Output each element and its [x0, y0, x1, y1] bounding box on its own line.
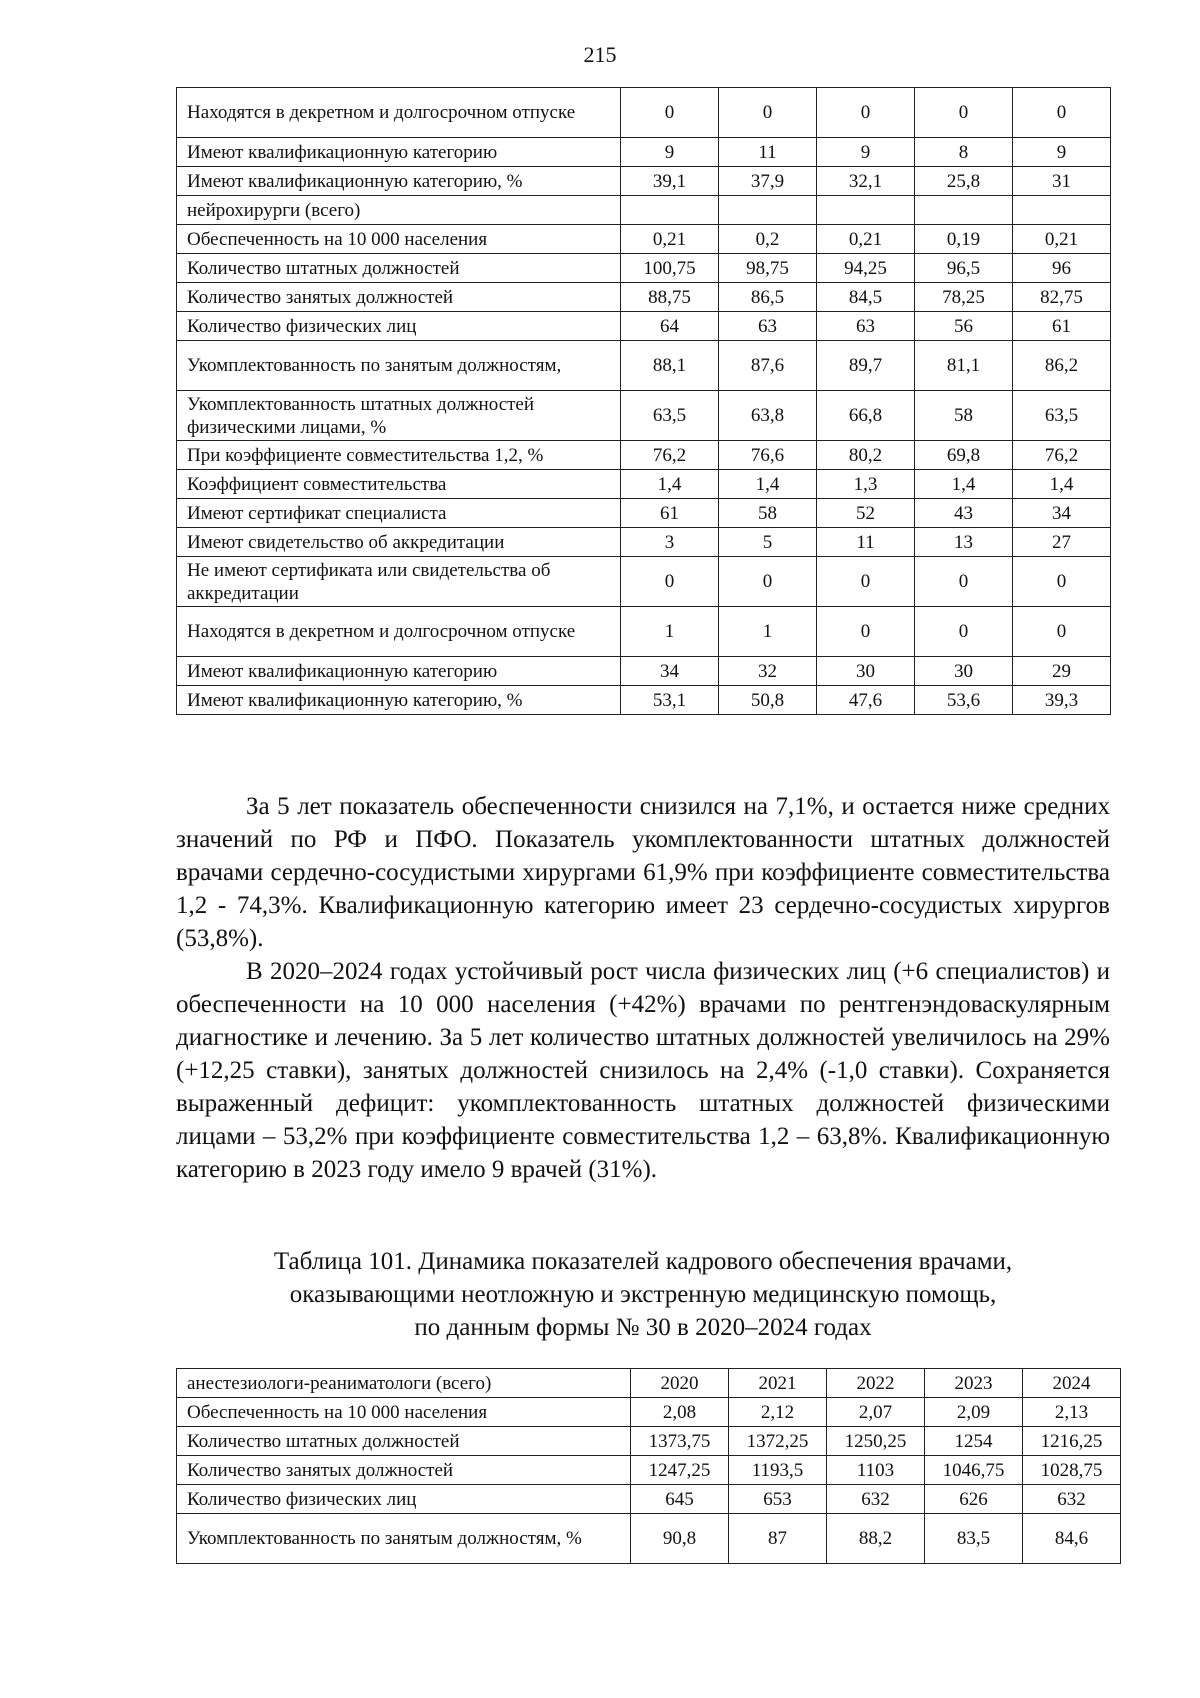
table-cell: 0 [719, 88, 817, 138]
table-caption [176, 1245, 1110, 1344]
table-cell: 3 [621, 528, 719, 557]
table-cell: 1247,25 [631, 1456, 729, 1485]
section-header-label: анестезиологи-реаниматологи (всего) [177, 1369, 631, 1398]
table-row [177, 657, 1111, 686]
table-cell: 0 [1013, 557, 1111, 607]
table-cell: 84,6 [1023, 1514, 1121, 1564]
table-cell: 89,7 [817, 341, 915, 391]
table-cell: 645 [631, 1485, 729, 1514]
table-row [177, 1514, 1121, 1564]
table-cell: 56 [915, 312, 1013, 341]
table-row [177, 341, 1111, 391]
table-cell: 31 [1013, 167, 1111, 196]
table-header-row [177, 1369, 1121, 1398]
table-cell: 63,5 [1013, 391, 1111, 441]
table-cell: 632 [827, 1485, 925, 1514]
table-cell [719, 196, 817, 225]
table-cell [817, 196, 915, 225]
table-cell [1013, 196, 1111, 225]
row-label: Имеют квалификационную категорию [177, 138, 621, 167]
table-cell: 13 [915, 528, 1013, 557]
table-cell: 0 [719, 557, 817, 607]
row-label: Количество занятых должностей [177, 1456, 631, 1485]
table-row [177, 283, 1111, 312]
table-cell: 1,3 [817, 470, 915, 499]
table-row [177, 441, 1111, 470]
table-cell: 0,21 [817, 225, 915, 254]
table-cell: 87 [729, 1514, 827, 1564]
table-cell: 80,2 [817, 441, 915, 470]
table-cell: 2,09 [925, 1398, 1023, 1427]
table-cell: 58 [915, 391, 1013, 441]
table-cell: 1193,5 [729, 1456, 827, 1485]
caption-line: по данным формы № 30 в 2020–2024 годах [414, 1314, 872, 1341]
row-label: При коэффициенте совместительства 1,2, % [177, 441, 621, 470]
table-cell: 1,4 [915, 470, 1013, 499]
table-cell: 11 [817, 528, 915, 557]
table-cell: 0,21 [1013, 225, 1111, 254]
table-cell: 63,8 [719, 391, 817, 441]
table-cell [915, 196, 1013, 225]
table-cell: 1373,75 [631, 1427, 729, 1456]
table-cell: 9 [817, 138, 915, 167]
table-cell: 84,5 [817, 283, 915, 312]
row-label: Имеют сертификат специалиста [177, 499, 621, 528]
table-cell: 100,75 [621, 254, 719, 283]
table-cell: 0 [621, 88, 719, 138]
table-cell: 39,1 [621, 167, 719, 196]
table-cell: 63,5 [621, 391, 719, 441]
table-cell: 66,8 [817, 391, 915, 441]
table-row [177, 557, 1111, 607]
table-cell: 64 [621, 312, 719, 341]
table-cell: 2,12 [729, 1398, 827, 1427]
caption-line: оказывающими неотложную и экстренную медицинскую помощь, [289, 1281, 997, 1308]
table-cell: 653 [729, 1485, 827, 1514]
table-cell: 2,08 [631, 1398, 729, 1427]
table-cell [621, 196, 719, 225]
staffing-table-continued [176, 87, 1111, 715]
table-cell: 0 [817, 88, 915, 138]
table-cell: 94,25 [817, 254, 915, 283]
table-cell: 76,6 [719, 441, 817, 470]
table-cell: 63 [817, 312, 915, 341]
table-row [177, 1427, 1121, 1456]
table-cell: 0,2 [719, 225, 817, 254]
table-cell: 61 [1013, 312, 1111, 341]
table-cell: 39,3 [1013, 686, 1111, 715]
anesthesiology-staffing-table [176, 1368, 1121, 1564]
table-cell: 0 [817, 557, 915, 607]
table-cell: 43 [915, 499, 1013, 528]
table-cell: 25,8 [915, 167, 1013, 196]
row-label: Количество штатных должностей [177, 1427, 631, 1456]
table-cell: 1254 [925, 1427, 1023, 1456]
table-cell: 88,1 [621, 341, 719, 391]
table-cell: 0 [817, 607, 915, 657]
row-label: Имеют квалификационную категорию, % [177, 167, 621, 196]
table-cell: 53,1 [621, 686, 719, 715]
table-cell: 47,6 [817, 686, 915, 715]
body-text [176, 790, 1110, 1186]
section-header-label: нейрохирурги (всего) [177, 196, 621, 225]
row-label: Обеспеченность на 10 000 населения [177, 225, 621, 254]
row-label: Находятся в декретном и долгосрочном отпуске [177, 607, 621, 657]
table-cell: 1,4 [1013, 470, 1111, 499]
table-cell: 1,4 [621, 470, 719, 499]
table-cell: 96,5 [915, 254, 1013, 283]
table-cell: 5 [719, 528, 817, 557]
table-cell: 52 [817, 499, 915, 528]
table-cell: 1250,25 [827, 1427, 925, 1456]
table-cell: 86,5 [719, 283, 817, 312]
paragraph: За 5 лет показатель обеспеченности снизился на 7,1%, и остается ниже средних значений по РФ и ПФО. Показатель укомплектованности штатных должностей врачами сердечно-сосудистыми хирургами 61,9% при коэффициенте совместительства 1,2 - 74,3%. Квалификационную категорию имеет 23 сердечно-сосудистых хирургов (53,8%). [176, 793, 1110, 952]
year-header: 2023 [925, 1369, 1023, 1398]
row-label: Имеют квалификационную категорию, % [177, 686, 621, 715]
table-row [177, 607, 1111, 657]
table-cell: 1372,25 [729, 1427, 827, 1456]
table-row [177, 88, 1111, 138]
table-row [177, 686, 1111, 715]
table-cell: 1028,75 [1023, 1456, 1121, 1485]
table-cell: 30 [817, 657, 915, 686]
row-label: Количество физических лиц [177, 312, 621, 341]
year-header: 2020 [631, 1369, 729, 1398]
table-cell: 98,75 [719, 254, 817, 283]
table-row [177, 1485, 1121, 1514]
paragraph: В 2020–2024 годах устойчивый рост числа физических лиц (+6 специалистов) и обеспеченности на 10 000 населения (+42%) врачами по рентгенэндоваскулярным диагностике и лечению. За 5 лет количество штатных должностей увеличилось на 29% (+12,25 ставки), занятых должностей снизилось на 2,4% (-1,0 ставки). Сохраняется выраженный дефицит: укомплектованность штатных должностей физическими лицами – 53,2% при коэффициенте совместительства 1,2 – 63,8%. Квалификационную категорию в 2023 году имело 9 врачей (31%). [176, 958, 1110, 1183]
year-header: 2022 [827, 1369, 925, 1398]
table-cell: 2,13 [1023, 1398, 1121, 1427]
table-cell: 81,1 [915, 341, 1013, 391]
table-cell: 90,8 [631, 1514, 729, 1564]
table-row [177, 312, 1111, 341]
row-label: Укомплектованность по занятым должностям, [177, 341, 621, 391]
caption-line: Таблица 101. Динамика показателей кадрового обеспечения врачами, [273, 1248, 1013, 1275]
table-row [177, 391, 1111, 441]
table-cell: 29 [1013, 657, 1111, 686]
table-row [177, 1456, 1121, 1485]
row-label: Находятся в декретном и долгосрочном отпуске [177, 88, 621, 138]
table-cell: 76,2 [621, 441, 719, 470]
table-row [177, 196, 1111, 225]
row-label: Количество штатных должностей [177, 254, 621, 283]
row-label: Не имеют сертификата или свидетельства об аккредитации [177, 557, 621, 607]
table-cell: 32,1 [817, 167, 915, 196]
page-number: 215 [583, 42, 617, 67]
table-cell: 0 [915, 607, 1013, 657]
table-cell: 87,6 [719, 341, 817, 391]
table-cell: 50,8 [719, 686, 817, 715]
table-cell: 88,2 [827, 1514, 925, 1564]
table-cell: 0,19 [915, 225, 1013, 254]
table-row [177, 167, 1111, 196]
table-row [177, 470, 1111, 499]
table-cell: 27 [1013, 528, 1111, 557]
row-label: Количество физических лиц [177, 1485, 631, 1514]
table-cell: 8 [915, 138, 1013, 167]
table-row [177, 499, 1111, 528]
table-cell: 0 [1013, 88, 1111, 138]
table-cell: 1046,75 [925, 1456, 1023, 1485]
row-label: Имеют свидетельство об аккредитации [177, 528, 621, 557]
table-row [177, 225, 1111, 254]
table-cell: 1,4 [719, 470, 817, 499]
table-cell: 1 [719, 607, 817, 657]
table-cell: 0,21 [621, 225, 719, 254]
table-cell: 63 [719, 312, 817, 341]
year-header: 2021 [729, 1369, 827, 1398]
table-row [177, 1398, 1121, 1427]
table-cell: 0 [1013, 607, 1111, 657]
table-cell: 0 [621, 557, 719, 607]
table-cell: 626 [925, 1485, 1023, 1514]
table-cell: 30 [915, 657, 1013, 686]
table-cell: 1103 [827, 1456, 925, 1485]
row-label: Укомплектованность штатных должностей физическими лицами, % [177, 391, 621, 441]
table-cell: 2,07 [827, 1398, 925, 1427]
year-header: 2024 [1023, 1369, 1121, 1398]
table-cell: 0 [915, 88, 1013, 138]
table-cell: 86,2 [1013, 341, 1111, 391]
table-cell: 82,75 [1013, 283, 1111, 312]
table-cell: 88,75 [621, 283, 719, 312]
table-cell: 32 [719, 657, 817, 686]
table-cell: 76,2 [1013, 441, 1111, 470]
table-cell: 61 [621, 499, 719, 528]
row-label: Коэффициент совместительства [177, 470, 621, 499]
table-cell: 34 [1013, 499, 1111, 528]
table-cell: 53,6 [915, 686, 1013, 715]
table-cell: 83,5 [925, 1514, 1023, 1564]
table-cell: 78,25 [915, 283, 1013, 312]
table-cell: 11 [719, 138, 817, 167]
table-cell: 9 [621, 138, 719, 167]
table-cell: 0 [915, 557, 1013, 607]
table-cell: 1216,25 [1023, 1427, 1121, 1456]
row-label: Обеспеченность на 10 000 населения [177, 1398, 631, 1427]
table-cell: 37,9 [719, 167, 817, 196]
table-cell: 1 [621, 607, 719, 657]
table-cell: 69,8 [915, 441, 1013, 470]
table-cell: 632 [1023, 1485, 1121, 1514]
row-label: Имеют квалификационную категорию [177, 657, 621, 686]
table-cell: 58 [719, 499, 817, 528]
table-row [177, 528, 1111, 557]
table-cell: 34 [621, 657, 719, 686]
table-cell: 96 [1013, 254, 1111, 283]
row-label: Количество занятых должностей [177, 283, 621, 312]
row-label: Укомплектованность по занятым должностям, % [177, 1514, 631, 1564]
table-row [177, 138, 1111, 167]
table-row [177, 254, 1111, 283]
table-cell: 9 [1013, 138, 1111, 167]
